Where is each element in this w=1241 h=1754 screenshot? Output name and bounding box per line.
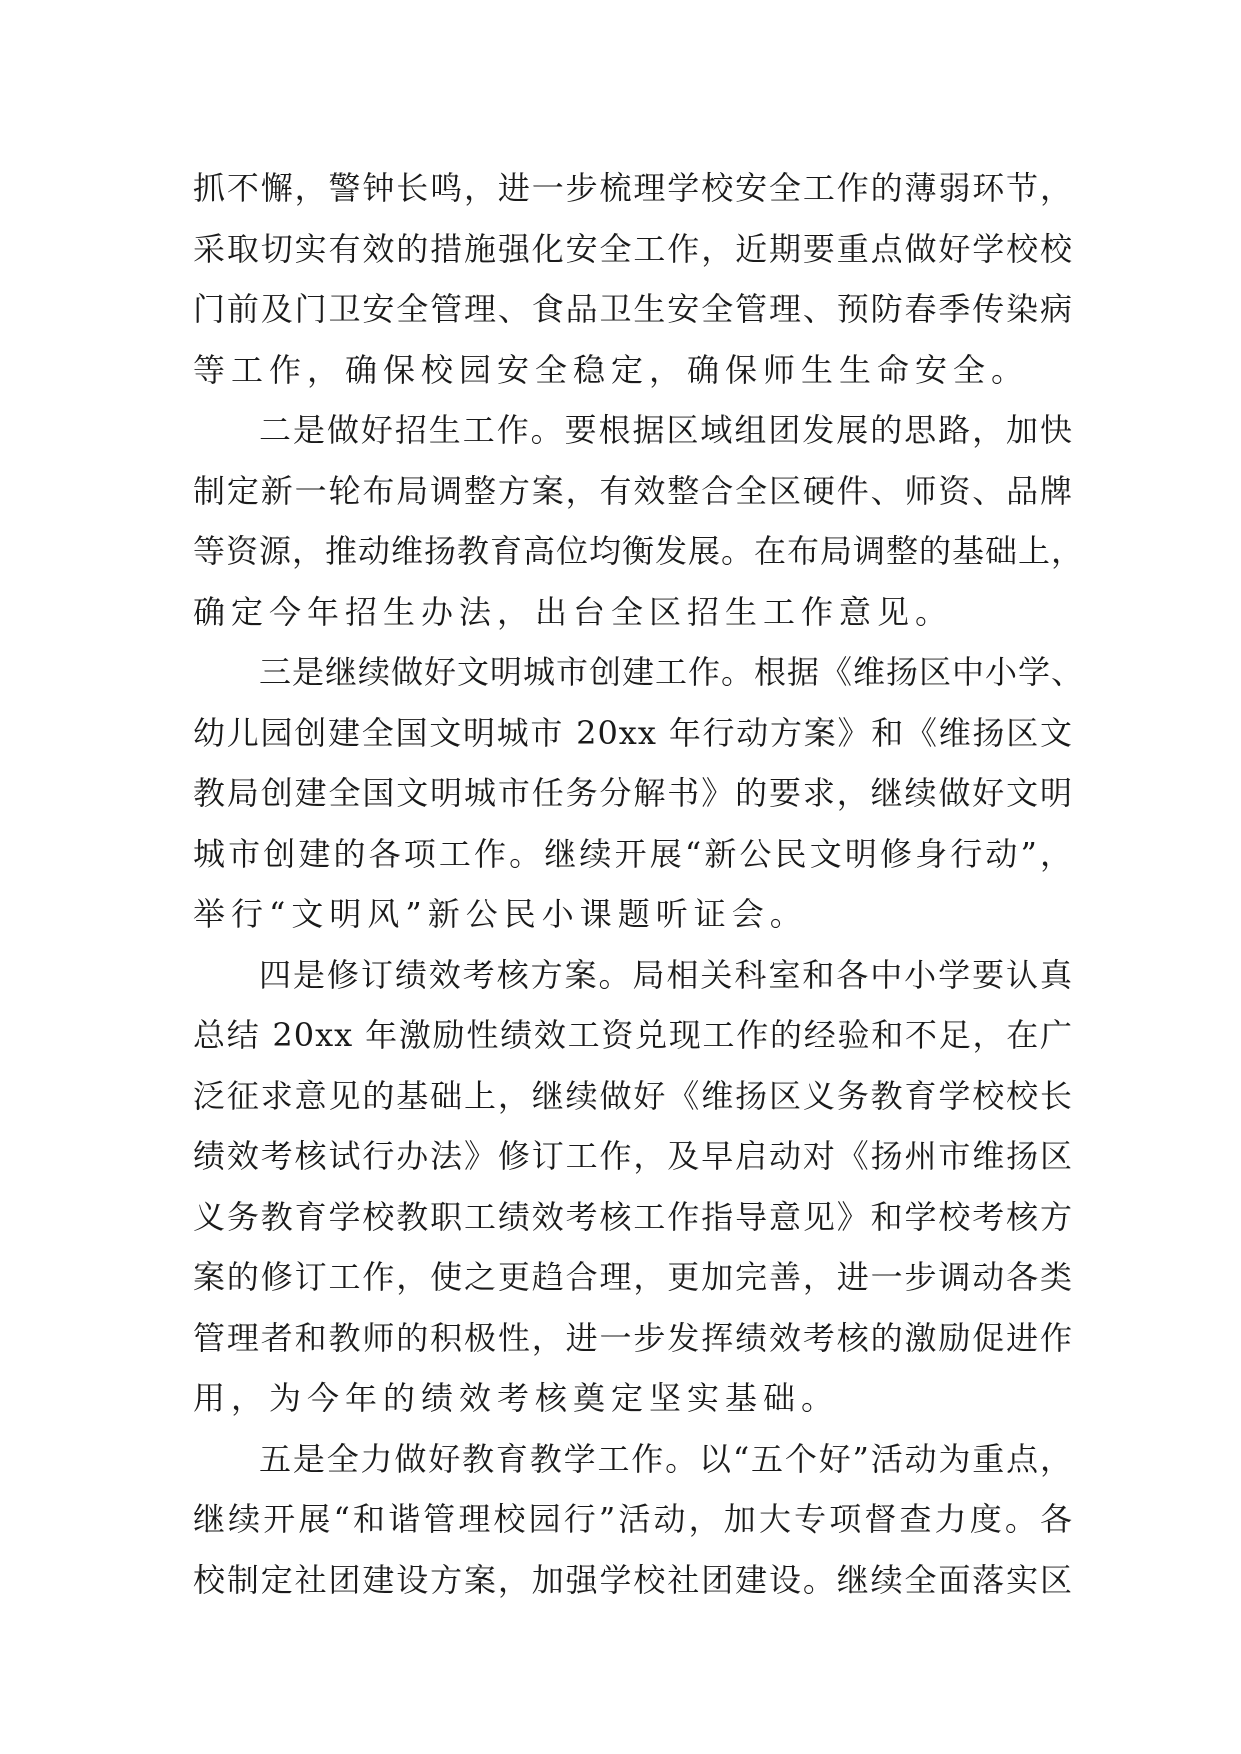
text-line: 总结 20xx 年激励性绩效工资兑现工作的经验和不足，在广 xyxy=(193,1016,1073,1054)
text-line: 采取切实有效的措施强化安全工作，近期要重点做好学校校 xyxy=(193,229,1073,268)
text-line: 门前及门卫安全管理、食品卫生安全管理、预防春季传染病 xyxy=(193,290,1073,328)
paragraph-first-line: 二是做好招生工作。要根据区域组团发展的思路，加快 xyxy=(259,411,1073,449)
document-body xyxy=(193,158,1085,1610)
text-line: 管理者和教师的积极性，进一步发挥绩效考核的激励促进作 xyxy=(193,1318,1073,1357)
text-line: 举行“文明风”新公民小课题听证会。 xyxy=(193,895,808,933)
text-line: 制定新一轮布局调整方案，有效整合全区硬件、师资、品牌 xyxy=(193,471,1073,510)
text-line: 确定今年招生办法，出台全区招生工作意见。 xyxy=(193,592,954,631)
text-line: 抓不懈，警钟长鸣，进一步梳理学校安全工作的薄弱环节， xyxy=(193,169,1073,207)
text-line: 教局创建全国文明城市任务分解书》的要求，继续做好文明 xyxy=(193,774,1073,812)
text-line: 义务教育学校教职工绩效考核工作指导意见》和学校考核方 xyxy=(193,1197,1073,1236)
text-line: 幼儿园创建全国文明城市 20xx 年行动方案》和《维扬区文 xyxy=(193,713,1073,752)
text-line: 案的修订工作，使之更趋合理，更加完善，进一步调动各类 xyxy=(193,1258,1073,1296)
paragraph-first-line: 三是继续做好文明城市创建工作。根据《维扬区中小学、 xyxy=(259,653,1085,691)
paragraph-first-line: 四是修订绩效考核方案。局相关科室和各中小学要认真 xyxy=(259,955,1073,994)
text-line: 城市创建的各项工作。继续开展“新公民文明修身行动”， xyxy=(193,834,1073,873)
text-line: 绩效考核试行办法》修订工作，及早启动对《扬州市维扬区 xyxy=(193,1137,1073,1175)
paragraph-first-line: 五是全力做好教育教学工作。以“五个好”活动为重点， xyxy=(259,1439,1073,1478)
text-line: 等工作，确保校园安全稳定，确保师生生命安全。 xyxy=(193,350,1030,389)
text-line: 校制定社团建设方案，加强学校社团建设。继续全面落实区 xyxy=(193,1560,1073,1599)
text-line: 等资源，推动维扬教育高位均衡发展。在布局调整的基础上， xyxy=(193,532,1085,570)
text-line: 用，为今年的绩效考核奠定坚实基础。 xyxy=(193,1379,840,1417)
text-line: 泛征求意见的基础上，继续做好《维扬区义务教育学校校长 xyxy=(193,1076,1073,1115)
text-line: 继续开展“和谐管理校园行”活动，加大专项督查力度。各 xyxy=(193,1500,1073,1538)
